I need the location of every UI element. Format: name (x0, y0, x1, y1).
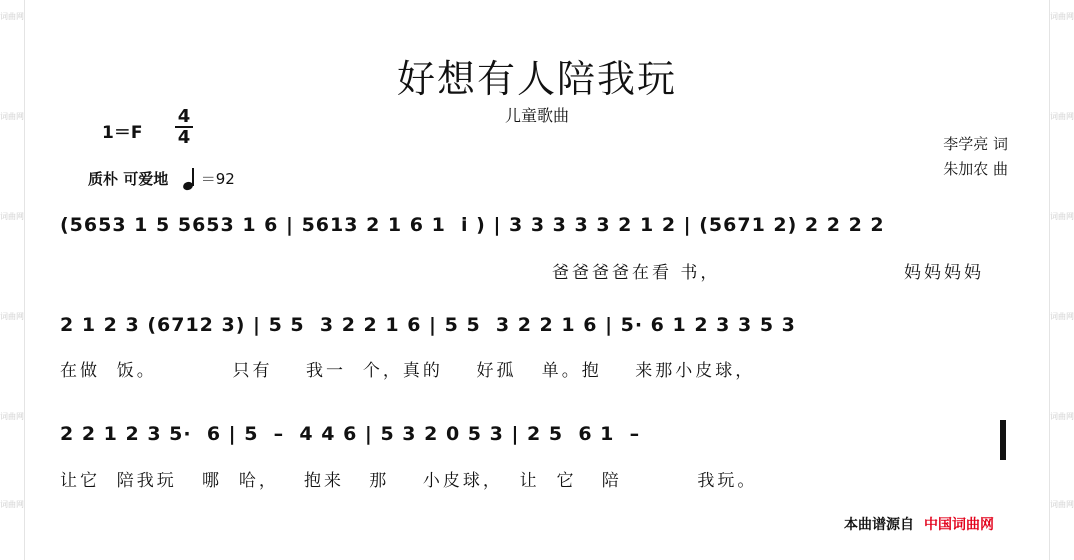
lyrics-line-2: 在做 饭。 只有 我一 个，真的 好孤 单。抱 来那小皮球， (60, 361, 756, 381)
notation-line-2: 2 1 2 3 (6712 3) | 5 5 3 2 2 1 6 | 5 5 3 2 2 1 6 | 5· 6 1 2 3 3 5 3 (60, 314, 796, 336)
lyrics-line-1b: 妈妈妈妈 (904, 263, 984, 283)
watermark-text: 词曲网 (0, 500, 24, 509)
tempo-bpm: ＝92 (200, 170, 235, 188)
watermark-text: 词曲网 (1050, 500, 1074, 509)
watermark-text: 词曲网 (0, 412, 24, 421)
song-title: 好想有人陪我玩 (396, 57, 677, 101)
watermark-text: 词曲网 (1050, 212, 1074, 221)
song-subtitle: 儿童歌曲 (504, 106, 569, 125)
watermark-text: 词曲网 (0, 12, 24, 21)
source-brand: 中国词曲网 (924, 517, 994, 533)
time-signature-bottom: 4 (177, 127, 191, 148)
notation-line-3: 2 2 1 2 3 5· 6 | 5 – 4 4 6 | 5 3 2 0 5 3 | 2 5 6 1 – (60, 423, 641, 445)
watermark-text: 词曲网 (0, 312, 24, 321)
tempo-marking (88, 168, 235, 190)
source-label: 本曲谱源自 (844, 517, 914, 533)
lyrics-line-1a: 爸爸爸爸在看 书， (552, 263, 721, 283)
time-signature-top: 4 (177, 106, 191, 127)
right-watermark-strip (1049, 0, 1074, 560)
key-signature: 1＝F (102, 123, 143, 143)
watermark-text: 词曲网 (0, 212, 24, 221)
watermark-text: 词曲网 (0, 112, 24, 121)
time-signature (175, 108, 193, 146)
source-footer (844, 514, 994, 534)
watermark-text: 词曲网 (1050, 12, 1074, 21)
lyricist-credit: 李学亮 词 (943, 135, 1008, 153)
final-barline (1000, 420, 1006, 460)
watermark-text: 词曲网 (1050, 412, 1074, 421)
lyrics-line-3: 让它 陪我玩 哪 哈， 抱来 那 小皮球， 让 它 陪 我玩。 (60, 471, 758, 491)
composer-credit: 朱加农 曲 (943, 160, 1008, 178)
watermark-text: 词曲网 (1050, 312, 1074, 321)
left-watermark-strip (0, 0, 25, 560)
notation-line-1: (5653 1 5 5653 1 6 | 5613 2 1 6 1 i ) | 3 3 3 3 3 2 1 2 | (5671 2) 2 2 2 2 (60, 214, 885, 236)
quarter-note-icon (183, 168, 195, 190)
tempo-expression: 质朴 可爱地 (88, 170, 169, 188)
watermark-text: 词曲网 (1050, 112, 1074, 121)
